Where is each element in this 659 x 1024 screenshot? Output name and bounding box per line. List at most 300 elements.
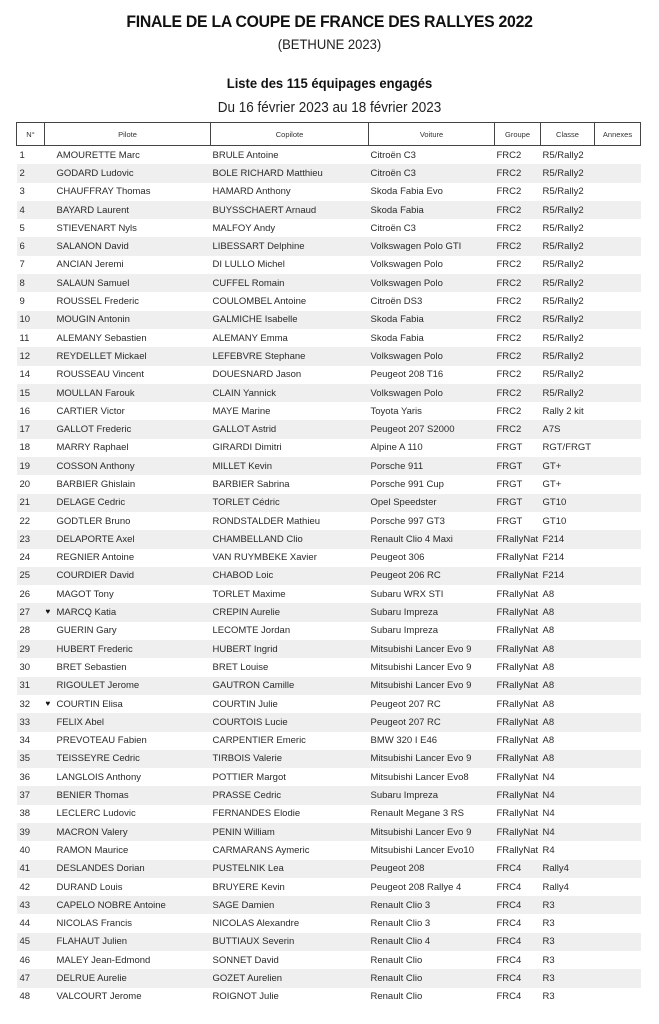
table-row: [17, 384, 641, 402]
cell-annexes: [595, 896, 641, 914]
cell-number: [17, 347, 45, 365]
cell-classe-text: R5/Rally2: [542, 314, 584, 326]
cell-copilote: [211, 183, 369, 201]
cell-copilote: [211, 366, 369, 384]
cell-groupe-text: FRGT: [496, 460, 523, 472]
cell-number: [17, 366, 45, 384]
cell-number: [17, 640, 45, 658]
table-row: [17, 439, 641, 457]
cell-classe-text: N4: [542, 771, 555, 783]
cell-pilote-text: GALLOT Frederic: [56, 424, 132, 436]
cell-number: [17, 146, 45, 165]
cell-voiture-text: Peugeot 206 RC: [370, 570, 441, 582]
table-row: [17, 768, 641, 786]
cell-copilote: [211, 384, 369, 402]
cell-number: [17, 585, 45, 603]
cell-groupe-text: FRC2: [496, 314, 522, 326]
cell-groupe-text: FRallyNat: [496, 716, 539, 728]
cell-number: [17, 237, 45, 255]
cell-copilote: [211, 695, 369, 713]
cell-classe-text: R5/Rally2: [542, 149, 584, 161]
cell-groupe-text: FRC4: [496, 973, 522, 984]
cell-groupe-text: FRallyNat: [496, 844, 539, 856]
table-row: [17, 311, 641, 329]
cell-pilote: [45, 750, 211, 768]
table-row: [17, 237, 641, 255]
cell-classe: [541, 933, 595, 951]
cell-pilote: [45, 969, 211, 987]
cell-pilote-text: SALAUN Samuel: [56, 277, 130, 289]
cell-classe: [541, 786, 595, 804]
column-header-copilote: Copilote: [211, 123, 369, 146]
cell-annexes: [595, 549, 641, 567]
cell-number-text: 42: [19, 881, 31, 893]
cell-number: [17, 695, 45, 713]
table-row: [17, 585, 641, 603]
cell-groupe: [495, 494, 541, 512]
cell-voiture-text: Renault Clio 3: [370, 918, 431, 930]
table-row: [17, 329, 641, 347]
cell-number-text: 31: [19, 680, 31, 692]
column-header-classe: Classe: [541, 123, 595, 146]
cell-copilote-text: LECOMTE Jordan: [212, 625, 291, 637]
cell-pilote: [45, 402, 211, 420]
cell-groupe: [495, 823, 541, 841]
cell-voiture-text: Volkswagen Polo GTI: [370, 241, 462, 253]
cell-pilote: [45, 695, 211, 713]
cell-pilote-text: MOULLAN Farouk: [56, 387, 135, 399]
cell-groupe-text: FRGT: [496, 478, 523, 490]
cell-classe-text: Rally4: [542, 881, 569, 893]
cell-number: [17, 713, 45, 731]
cell-voiture: [369, 695, 495, 713]
cell-classe-text: R5/Rally2: [542, 259, 584, 271]
cell-groupe-text: FRGT: [496, 497, 523, 509]
cell-voiture: [369, 860, 495, 878]
table-row: [17, 146, 641, 165]
cell-number: [17, 494, 45, 512]
cell-pilote-text: FLAHAUT Julien: [56, 936, 128, 948]
cell-pilote: [45, 366, 211, 384]
cell-number: [17, 823, 45, 841]
cell-groupe-text: FRC2: [496, 424, 522, 436]
cell-voiture: [369, 640, 495, 658]
cell-groupe-text: FRC2: [496, 387, 522, 399]
cell-groupe: [495, 329, 541, 347]
cell-groupe: [495, 384, 541, 402]
cell-copilote-text: BOLE RICHARD Matthieu: [212, 167, 323, 179]
cell-number: [17, 530, 45, 548]
cell-voiture: [369, 384, 495, 402]
cell-copilote: [211, 768, 369, 786]
cell-voiture-text: Renault Clio 4: [370, 936, 431, 948]
cell-number: [17, 896, 45, 914]
cell-voiture: [369, 494, 495, 512]
cell-voiture: [369, 878, 495, 896]
cell-classe: [541, 768, 595, 786]
cell-voiture-text: Volkswagen Polo: [370, 277, 443, 289]
cell-pilote-text: FELIX Abel: [56, 716, 105, 728]
cell-voiture-text: Subaru Impreza: [370, 607, 439, 619]
cell-pilote-text: BRET Sebastien: [56, 661, 127, 673]
cell-number-text: 40: [19, 844, 31, 856]
cell-groupe-text: FRGT: [496, 515, 523, 527]
table-row: [17, 860, 641, 878]
cell-groupe: [495, 988, 541, 1006]
cell-groupe: [495, 457, 541, 475]
cell-groupe-text: FRallyNat: [496, 552, 539, 564]
cell-classe: [541, 713, 595, 731]
cell-copilote: [211, 878, 369, 896]
cell-pilote: [45, 256, 211, 274]
cell-classe: [541, 402, 595, 420]
cell-number: [17, 274, 45, 292]
cell-classe-text: R3: [542, 918, 555, 930]
cell-groupe: [495, 603, 541, 621]
cell-voiture: [369, 292, 495, 310]
cell-pilote-text: MARCQ Katia: [56, 607, 117, 619]
cell-number-text: 18: [19, 442, 31, 454]
cell-classe: [541, 823, 595, 841]
cell-pilote: [45, 183, 211, 201]
cell-voiture-text: Citroën C3: [370, 167, 416, 179]
cell-voiture-text: Mitsubishi Lancer Evo 9: [370, 826, 472, 838]
cell-voiture: [369, 237, 495, 255]
cell-pilote-text: GODARD Ludovic: [56, 167, 134, 179]
cell-pilote: [45, 237, 211, 255]
cell-classe: [541, 677, 595, 695]
cell-pilote: [45, 475, 211, 493]
cell-pilote: [45, 914, 211, 932]
cell-number: [17, 658, 45, 676]
cell-pilote: [45, 823, 211, 841]
cell-groupe-text: FRC2: [496, 369, 522, 381]
cell-classe: [541, 439, 595, 457]
cell-number: [17, 969, 45, 987]
cell-number-text: 2: [19, 167, 25, 179]
cell-pilote: [45, 933, 211, 951]
cell-pilote-text: TEISSEYRE Cedric: [56, 753, 140, 765]
cell-pilote-text: CAPELO NOBRE Antoine: [56, 899, 166, 911]
table-row: [17, 475, 641, 493]
cell-annexes: [595, 567, 641, 585]
cell-copilote-text: CARMARANS Aymeric: [212, 844, 310, 856]
cell-voiture: [369, 786, 495, 804]
cell-groupe-text: FRC2: [496, 149, 522, 161]
cell-voiture: [369, 896, 495, 914]
cell-number-text: 35: [19, 753, 31, 765]
cell-copilote-text: GOZET Aurelien: [212, 973, 283, 984]
cell-pilote: [45, 878, 211, 896]
cell-copilote: [211, 201, 369, 219]
cell-copilote-text: CHAMBELLAND Clio: [212, 533, 303, 545]
cell-number: [17, 567, 45, 585]
cell-groupe-text: FRallyNat: [496, 533, 539, 545]
cell-number: [17, 603, 45, 621]
cell-pilote: [45, 988, 211, 1006]
cell-groupe: [495, 274, 541, 292]
cell-classe: [541, 841, 595, 859]
cell-classe: [541, 292, 595, 310]
cell-groupe: [495, 201, 541, 219]
document-subtitle: (BETHUNE 2023): [277, 36, 382, 52]
cell-voiture: [369, 549, 495, 567]
cell-pilote: [45, 329, 211, 347]
cell-pilote: [45, 164, 211, 182]
cell-copilote: [211, 512, 369, 530]
cell-groupe: [495, 732, 541, 750]
cell-groupe-text: FRC2: [496, 405, 522, 417]
cell-voiture: [369, 951, 495, 969]
cell-classe-text: F214: [542, 533, 565, 545]
cell-classe-text: R5/Rally2: [542, 387, 584, 399]
cell-copilote-text: DOUESNARD Jason: [212, 369, 302, 381]
cell-groupe: [495, 914, 541, 932]
cell-voiture-text: Renault Megane 3 RS: [370, 808, 464, 820]
cell-groupe-text: FRC4: [496, 918, 522, 930]
cell-groupe-text: FRallyNat: [496, 735, 539, 747]
table-row: [17, 896, 641, 914]
cell-copilote: [211, 750, 369, 768]
cell-copilote-text: LEFEBVRE Stephane: [212, 350, 306, 362]
cell-classe: [541, 585, 595, 603]
cell-annexes: [595, 933, 641, 951]
cell-copilote: [211, 896, 369, 914]
cell-pilote: [45, 896, 211, 914]
cell-classe: [541, 164, 595, 182]
cell-voiture-text: Peugeot 207 RC: [370, 716, 441, 728]
cell-classe-text: R3: [542, 899, 555, 911]
cell-classe: [541, 951, 595, 969]
cell-pilote-text: DESLANDES Dorian: [56, 863, 145, 875]
table-row: [17, 750, 641, 768]
cell-voiture: [369, 164, 495, 182]
table-row: [17, 658, 641, 676]
cell-groupe-text: FRC2: [496, 222, 522, 234]
cell-classe-text: R3: [542, 973, 555, 984]
cell-copilote: [211, 256, 369, 274]
cell-classe-text: A8: [542, 625, 555, 637]
cell-voiture: [369, 805, 495, 823]
cell-groupe: [495, 768, 541, 786]
cell-pilote-text: SALANON David: [56, 241, 129, 253]
column-header-annexes: Annexes: [595, 123, 641, 146]
cell-pilote-text: DELAPORTE Axel: [56, 533, 135, 545]
cell-number-text: 33: [19, 716, 31, 728]
table-row: [17, 713, 641, 731]
cell-copilote: [211, 475, 369, 493]
cell-voiture: [369, 530, 495, 548]
cell-voiture: [369, 366, 495, 384]
cell-voiture: [369, 732, 495, 750]
cell-pilote: [45, 640, 211, 658]
cell-groupe-text: FRallyNat: [496, 808, 539, 820]
cell-number-text: 43: [19, 899, 31, 911]
cell-classe-text: A8: [542, 716, 555, 728]
cell-number: [17, 878, 45, 896]
cell-annexes: [595, 713, 641, 731]
cell-number-text: 6: [19, 241, 25, 253]
cell-copilote-text: BRULE Antoine: [212, 149, 279, 161]
cell-voiture-text: Skoda Fabia: [370, 204, 424, 216]
cell-voiture-text: Peugeot 306: [370, 552, 425, 564]
cell-classe-text: F214: [542, 570, 565, 582]
cell-copilote: [211, 841, 369, 859]
cell-annexes: [595, 439, 641, 457]
cell-number: [17, 292, 45, 310]
cell-copilote-text: CLAIN Yannick: [212, 387, 277, 399]
table-row: [17, 347, 641, 365]
cell-groupe: [495, 183, 541, 201]
cell-groupe-text: FRC2: [496, 332, 522, 344]
cell-copilote: [211, 914, 369, 932]
cell-voiture: [369, 457, 495, 475]
cell-number: [17, 512, 45, 530]
cell-pilote-text: BARBIER Ghislain: [56, 478, 136, 490]
cell-voiture-text: Peugeot 207 S2000: [370, 424, 455, 436]
cell-classe: [541, 457, 595, 475]
cell-copilote-text: CUFFEL Romain: [212, 277, 285, 289]
cell-pilote-text: STIEVENART Nyls: [56, 222, 137, 234]
cell-copilote: [211, 292, 369, 310]
cell-number: [17, 311, 45, 329]
cell-groupe: [495, 640, 541, 658]
table-row: [17, 732, 641, 750]
cell-pilote: [45, 292, 211, 310]
cell-number-text: 46: [19, 954, 31, 966]
cell-classe-text: N4: [542, 790, 555, 802]
cell-number-text: 22: [19, 515, 31, 527]
cell-copilote: [211, 457, 369, 475]
cell-pilote: [45, 384, 211, 402]
cell-number: [17, 329, 45, 347]
cell-number: [17, 768, 45, 786]
cell-voiture-text: Mitsubishi Lancer Evo 9: [370, 643, 472, 655]
cell-classe: [541, 494, 595, 512]
cell-groupe: [495, 219, 541, 237]
cell-copilote-text: COULOMBEL Antoine: [212, 296, 307, 308]
cell-groupe-text: FRallyNat: [496, 570, 539, 582]
cell-annexes: [595, 329, 641, 347]
cell-copilote-text: FERNANDES Elodie: [212, 808, 301, 820]
table-row: [17, 549, 641, 567]
cell-annexes: [595, 841, 641, 859]
cell-pilote-text: MAGOT Tony: [56, 588, 114, 600]
cell-classe: [541, 969, 595, 987]
cell-voiture: [369, 768, 495, 786]
cell-number-text: 27: [19, 607, 31, 619]
cell-copilote-text: TORLET Cédric: [212, 497, 280, 509]
cell-copilote: [211, 494, 369, 512]
cell-groupe: [495, 475, 541, 493]
cell-annexes: [595, 658, 641, 676]
cell-annexes: [595, 292, 641, 310]
cell-copilote: [211, 549, 369, 567]
cell-copilote-text: CREPIN Aurelie: [212, 607, 281, 619]
cell-number-text: 24: [19, 552, 31, 564]
cell-annexes: [595, 494, 641, 512]
cell-voiture: [369, 256, 495, 274]
cell-classe: [541, 384, 595, 402]
cell-classe-text: Rally4: [542, 863, 569, 875]
cell-annexes: [595, 988, 641, 1006]
table-row: [17, 677, 641, 695]
cell-classe-text: RGT/FRGT: [542, 442, 592, 454]
cell-groupe: [495, 969, 541, 987]
cell-classe-text: R5/Rally2: [542, 241, 584, 253]
cell-classe: [541, 183, 595, 201]
cell-number: [17, 677, 45, 695]
cell-groupe-text: FRallyNat: [496, 790, 539, 802]
cell-classe-text: R5/Rally2: [542, 277, 584, 289]
cell-groupe: [495, 896, 541, 914]
cell-copilote: [211, 786, 369, 804]
cell-voiture: [369, 841, 495, 859]
cell-groupe: [495, 713, 541, 731]
table-row: [17, 201, 641, 219]
cell-classe: [541, 860, 595, 878]
cell-copilote: [211, 603, 369, 621]
cell-groupe-text: FRC2: [496, 186, 522, 198]
heart-icon: ♥: [45, 607, 51, 617]
cell-voiture: [369, 677, 495, 695]
cell-voiture: [369, 603, 495, 621]
cell-number: [17, 420, 45, 438]
cell-copilote: [211, 951, 369, 969]
cell-number: [17, 439, 45, 457]
cell-groupe: [495, 439, 541, 457]
cell-classe-text: R5/Rally2: [542, 167, 584, 179]
cell-number-text: 39: [19, 826, 31, 838]
cell-copilote-text: RONDSTALDER Mathieu: [212, 515, 321, 527]
cell-pilote: [45, 805, 211, 823]
cell-pilote-text: COSSON Anthony: [56, 460, 135, 472]
cell-pilote-text: PREVOTEAU Fabien: [56, 735, 147, 747]
cell-annexes: [595, 677, 641, 695]
cell-copilote: [211, 402, 369, 420]
cell-copilote-text: TIRBOIS Valerie: [212, 753, 283, 765]
cell-classe: [541, 219, 595, 237]
cell-number-text: 45: [19, 936, 31, 948]
cell-voiture-text: Subaru Impreza: [370, 790, 439, 802]
cell-pilote-text: LANGLOIS Anthony: [56, 771, 141, 783]
cell-groupe: [495, 750, 541, 768]
cell-number-text: 9: [19, 296, 25, 308]
cell-classe: [541, 549, 595, 567]
table-body: [17, 146, 641, 1006]
cell-pilote-text: NICOLAS Francis: [56, 918, 132, 930]
cell-copilote-text: POTTIER Margot: [212, 771, 286, 783]
cell-pilote-text: VALCOURT Jerome: [56, 991, 142, 1003]
cell-annexes: [595, 311, 641, 329]
cell-copilote-text: GALMICHE Isabelle: [212, 314, 298, 326]
cell-copilote-text: CHABOD Loic: [212, 570, 274, 582]
cell-groupe: [495, 420, 541, 438]
cell-pilote-text: MALEY Jean-Edmond: [56, 954, 151, 966]
cell-pilote: [45, 603, 211, 621]
cell-copilote: [211, 860, 369, 878]
cell-groupe-text: FRC2: [496, 259, 522, 271]
cell-number-text: 30: [19, 661, 31, 673]
cell-pilote: [45, 768, 211, 786]
cell-number-text: 15: [19, 387, 31, 399]
cell-voiture-text: Opel Speedster: [370, 497, 437, 509]
cell-number: [17, 860, 45, 878]
cell-voiture-text: Mitsubishi Lancer Evo10: [370, 844, 474, 856]
cell-number-text: 32: [19, 698, 31, 710]
cell-copilote: [211, 585, 369, 603]
cell-copilote-text: TORLET Maxime: [212, 588, 286, 600]
